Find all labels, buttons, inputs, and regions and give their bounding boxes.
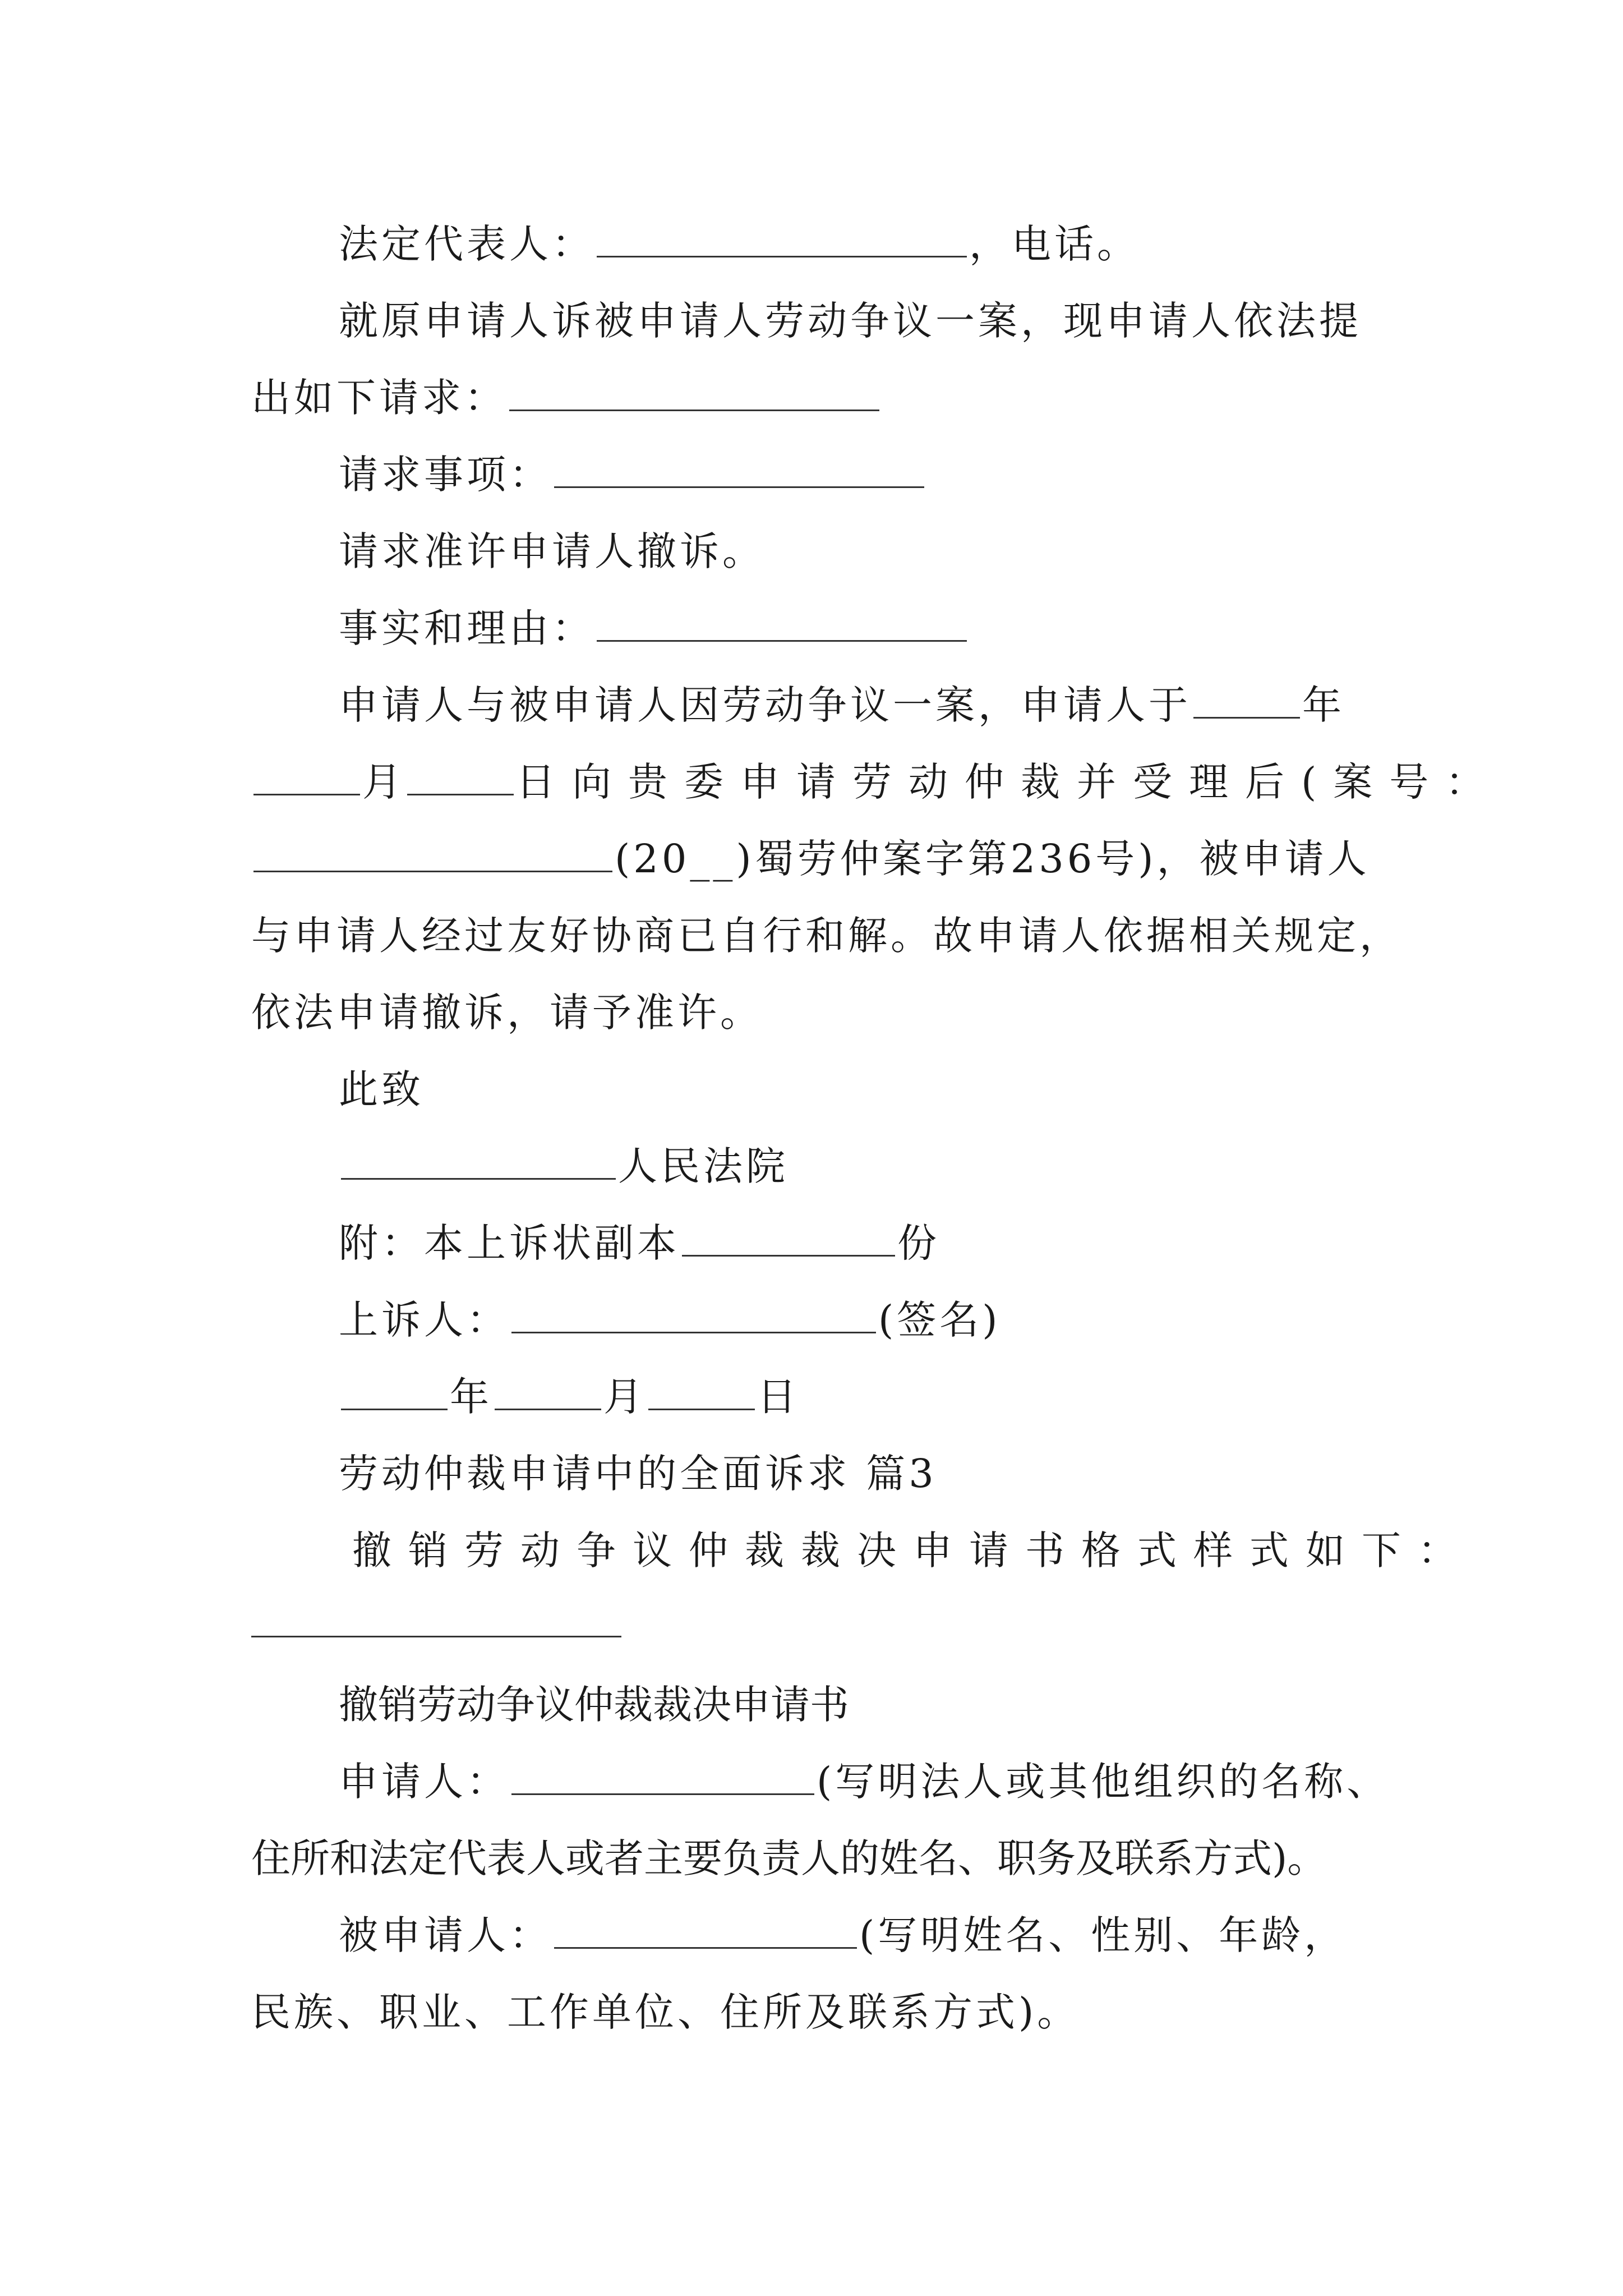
attachment-line — [339, 1218, 1472, 1268]
respondent-label: 被申请人： — [339, 1912, 552, 1958]
intro-text-1: 就原申请人诉被申请人劳动争议一案，现申请人依法提 — [339, 298, 1362, 344]
applicant-label: 申请人： — [339, 1759, 509, 1805]
salutation-text: 此致 — [339, 1066, 424, 1112]
applicant-note-line-2 — [251, 1833, 1384, 1884]
case-number-text: (20__)蜀劳仲案字第236号)，被申请人 — [615, 836, 1370, 882]
appellant-blank — [511, 1297, 876, 1333]
facts-line-3 — [251, 834, 1384, 884]
facts-reasons-line — [339, 603, 1472, 654]
appellant-label: 上诉人： — [339, 1297, 509, 1343]
date-month-label: 月 — [603, 1374, 646, 1420]
date-day-label: 日 — [757, 1374, 800, 1420]
signature-label: (签名) — [878, 1297, 1001, 1343]
request-label: 出如下请求： — [251, 375, 507, 421]
respondent-note-line-2 — [251, 1987, 1384, 2037]
date-month-blank — [495, 1374, 601, 1410]
legal-representative-blank — [597, 221, 967, 257]
year-label: 年 — [1302, 682, 1345, 728]
date-year-blank — [341, 1374, 448, 1410]
day-blank — [407, 759, 514, 795]
respondent-line — [339, 1910, 1472, 1961]
facts-line-4 — [251, 910, 1402, 961]
facts-reasons-blank — [597, 605, 967, 642]
facts-text-4: 与申请人经过友好协商已自行和解。故申请人依据相关规定， — [251, 913, 1402, 959]
applicant-note: (写明法人或其他组织的名称、 — [817, 1759, 1390, 1805]
date-line — [339, 1372, 1472, 1422]
facts-text-5: 依法申请撤诉，请予准许。 — [251, 990, 763, 1036]
month-blank — [253, 759, 360, 795]
month-label: 月 — [362, 759, 405, 805]
form-title-text: 撤销劳动争议仲裁裁决申请书 — [339, 1682, 849, 1728]
form-title-line — [339, 1680, 1472, 1730]
salutation-line — [339, 1064, 1472, 1115]
copies-label: 份 — [897, 1220, 940, 1266]
case-number-blank — [253, 836, 612, 872]
copies-blank — [682, 1220, 895, 1257]
respondent-blank — [554, 1912, 857, 1949]
year-blank — [1193, 682, 1300, 719]
section-heading — [339, 1448, 1472, 1499]
section-heading-text: 劳动仲裁申请中的全面诉求 篇3 — [339, 1451, 937, 1497]
phone-label: ，电话。 — [969, 221, 1140, 267]
respondent-note-2: 民族、职业、工作单位、住所及联系方式)。 — [251, 1989, 1080, 2035]
facts-text-1: 申请人与被申请人因劳动争议一案，申请人于 — [339, 682, 1191, 728]
appellant-line — [339, 1295, 1472, 1345]
facts-line-2 — [251, 757, 1502, 807]
request-items-blank — [554, 452, 924, 488]
date-day-blank — [648, 1374, 755, 1410]
legal-representative-line — [339, 219, 1472, 269]
attachment-label: 附：本上诉状副本 — [339, 1220, 680, 1266]
format-intro-text: 撤销劳动争议仲裁裁决申请书格式样式如下： — [352, 1527, 1474, 1573]
format-intro-line — [352, 1525, 1485, 1576]
facts-line-5 — [251, 987, 1384, 1038]
request-blank — [509, 375, 879, 411]
court-blank — [341, 1143, 616, 1180]
court-label: 人民法院 — [618, 1143, 789, 1189]
applicant-blank — [511, 1759, 814, 1795]
intro-paragraph-line-1 — [339, 296, 1472, 346]
request-items-line — [339, 449, 1472, 500]
facts-reasons-label: 事实和理由： — [339, 605, 594, 651]
date-year-label: 年 — [450, 1374, 492, 1420]
separator-rule — [251, 1636, 621, 1637]
applicant-note-2: 住所和法定代表人或者主要负责人的姓名、职务及联系方式)。 — [251, 1835, 1327, 1881]
intro-paragraph-line-2 — [251, 372, 1384, 423]
facts-text-2: 日向贵委申请劳动仲裁并受理后(案号： — [516, 759, 1502, 805]
legal-representative-label: 法定代表人： — [339, 221, 594, 267]
request-items-label: 请求事项： — [339, 452, 552, 498]
respondent-note: (写明姓名、性别、年龄， — [859, 1912, 1347, 1958]
request-withdraw-line — [339, 526, 1472, 577]
applicant-line — [339, 1756, 1472, 1807]
request-withdraw-text: 请求准许申请人撤诉。 — [339, 528, 765, 574]
facts-line-1 — [339, 680, 1472, 730]
court-line — [339, 1141, 1472, 1191]
